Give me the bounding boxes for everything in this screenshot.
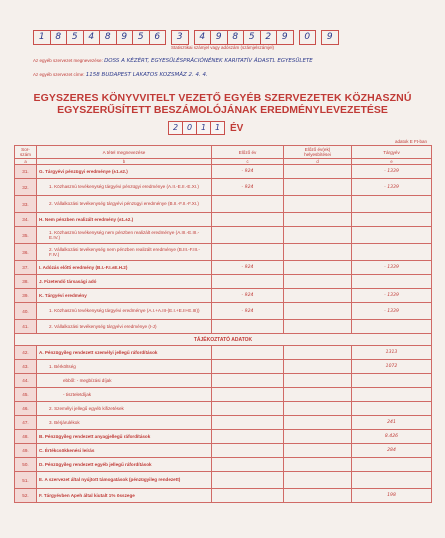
row-description: 2. Vállalkozási tevékenység tárgyévi pénzügyi eredménye (B.II.-F.II.-F.XI.): [37, 196, 212, 213]
row-current-year: 1313: [352, 346, 432, 360]
row-description: G. Tárgyévi pénzügyi eredménye (±1.±2.): [37, 165, 212, 179]
table-row: [15, 444, 432, 458]
row-correction: [284, 289, 352, 303]
row-current-year: [352, 244, 432, 261]
row-current-year: - 1339: [352, 179, 432, 196]
row-number: 31.: [15, 165, 37, 179]
table-row: [15, 489, 432, 503]
row-prev-year: [212, 402, 284, 416]
tax-digit: 4: [194, 30, 212, 45]
row-description: 2. Személyi jellegű egyéb kifizetések: [37, 402, 212, 416]
row-correction: [284, 275, 352, 289]
row-prev-year: [212, 346, 284, 360]
year-suffix: ÉV: [230, 122, 244, 134]
row-prev-year: [212, 374, 284, 388]
tax-digit: 9: [321, 30, 339, 45]
row-description: 1. Közhasznú tevékenység tárgyévi pénzügyi eredménye (A.II.-E.II.-E.XI.): [37, 179, 212, 196]
row-description: 3. Bérjárulékok: [37, 416, 212, 430]
tax-digit: 1: [33, 30, 51, 45]
row-current-year: 284: [352, 444, 432, 458]
table-row: [15, 472, 432, 489]
row-number: 45.: [15, 388, 37, 402]
tax-digit: 8: [227, 30, 245, 45]
table-row: [15, 303, 432, 320]
row-number: 38.: [15, 275, 37, 289]
row-correction: [284, 196, 352, 213]
row-description: 2. Vállalkozási tevékenység nem pénzben realizált eredménye (B.III.-F.III.-F.IV.): [37, 244, 212, 261]
tax-digit: 9: [116, 30, 134, 45]
row-current-year: [352, 196, 432, 213]
row-description: D. Pénzügyileg rendezett egyéb jellegű ráfordítások: [37, 458, 212, 472]
year-boxes: [168, 121, 243, 135]
table-row: [15, 416, 432, 430]
table-row: [15, 261, 432, 275]
row-correction: [284, 179, 352, 196]
row-current-year: 198: [352, 489, 432, 503]
row-description: - tiszteletdíjak: [37, 388, 212, 402]
row-prev-year: [212, 244, 284, 261]
row-description: J. Fizetendő társasági adó: [37, 275, 212, 289]
table-row: [15, 165, 432, 179]
row-correction: [284, 360, 352, 374]
tax-digit: 5: [132, 30, 150, 45]
table-row: [15, 213, 432, 227]
row-current-year: 1072: [352, 360, 432, 374]
row-number: 41.: [15, 320, 37, 334]
row-prev-year: - 924: [212, 165, 284, 179]
income-statement-table: [14, 145, 432, 503]
letter-a: a: [15, 159, 37, 165]
table-row: [15, 458, 432, 472]
row-current-year: [352, 374, 432, 388]
tax-digit: 6: [149, 30, 167, 45]
row-prev-year: [212, 489, 284, 503]
row-current-year: [352, 458, 432, 472]
report-title-line1: EGYSZERES KÖNYVVITELT VEZETŐ EGYÉB SZERVEZETEK KÖZHASZNÚ: [33, 92, 412, 104]
letter-d: d: [284, 159, 352, 165]
row-current-year: [352, 388, 432, 402]
row-correction: [284, 402, 352, 416]
row-prev-year: [212, 213, 284, 227]
org-name-line: [33, 58, 313, 64]
row-correction: [284, 430, 352, 444]
tax-digit: 5: [66, 30, 84, 45]
row-correction: [284, 416, 352, 430]
tax-digit: 2: [260, 30, 278, 45]
row-prev-year: [212, 275, 284, 289]
row-description: 1. Bérköltség: [37, 360, 212, 374]
row-description: E. A szervezet által nyújtott támogatások (pénzügyileg rendezett): [37, 472, 212, 489]
table-row: [15, 275, 432, 289]
row-description: ebből: - megbízási díjak: [37, 374, 212, 388]
row-correction: [284, 320, 352, 334]
year-digit: 0: [182, 121, 197, 135]
row-number: 51.: [15, 472, 37, 489]
header-corr: Előző év(ek) helyesbítései: [284, 146, 352, 159]
row-prev-year: [212, 430, 284, 444]
row-current-year: [352, 320, 432, 334]
row-description: 1. Közhasznú tevékenység nem pénzben realizált eredménye (A.III.-E.III.-E.IV.): [37, 227, 212, 244]
row-number: 34.: [15, 213, 37, 227]
row-current-year: 8.426: [352, 430, 432, 444]
row-current-year: [352, 213, 432, 227]
table-row: [15, 289, 432, 303]
row-current-year: - 1339: [352, 261, 432, 275]
header-desc: A tétel megnevezése: [37, 146, 212, 159]
row-prev-year: - 924: [212, 303, 284, 320]
table-row: [15, 244, 432, 261]
row-description: 1. Közhasznú tevékenység tárgyévi eredménye (A.I.+A.III-(E.I.+E.II+E.III)): [37, 303, 212, 320]
table-row: [15, 388, 432, 402]
org-address-label: Az egyéb szervezet címe:: [33, 72, 85, 77]
year-digit: 1: [196, 121, 211, 135]
row-prev-year: - 924: [212, 179, 284, 196]
header-curr: Tárgyév: [352, 146, 432, 159]
row-prev-year: - 924: [212, 261, 284, 275]
row-number: 42.: [15, 346, 37, 360]
org-address-value: 1158 BUDAPEST LAKATOS KOZSMÁZ 2. 4. 4.: [85, 72, 208, 78]
row-current-year: [352, 472, 432, 489]
row-correction: [284, 165, 352, 179]
row-current-year: - 1339: [352, 165, 432, 179]
table-row: [15, 402, 432, 416]
table-row: [15, 430, 432, 444]
letter-e: e: [352, 159, 432, 165]
table-row: [15, 179, 432, 196]
row-number: 32.: [15, 179, 37, 196]
tax-number-caption: Statisztikai számjel vagy adószám (számjelszámjel): [170, 45, 275, 50]
row-correction: [284, 261, 352, 275]
table-row: [15, 227, 432, 244]
row-prev-year: [212, 360, 284, 374]
org-name-label: Az egyéb szervezet megnevezése:: [33, 58, 103, 63]
row-number: 36.: [15, 244, 37, 261]
row-current-year: 241: [352, 416, 432, 430]
header-num: Sor- szám: [15, 146, 37, 159]
tax-digit: 3: [171, 30, 189, 45]
row-correction: [284, 388, 352, 402]
row-prev-year: [212, 458, 284, 472]
tax-digit: 0: [299, 30, 317, 45]
letter-c: c: [212, 159, 284, 165]
tax-digit: 9: [276, 30, 294, 45]
row-number: 39.: [15, 289, 37, 303]
table-row: [15, 360, 432, 374]
row-number: 50.: [15, 458, 37, 472]
org-address-line: [33, 72, 208, 78]
row-number: 52.: [15, 489, 37, 503]
section-title: TÁJÉKOZTATÓ ADATOK: [15, 334, 432, 346]
row-number: 49.: [15, 444, 37, 458]
row-description: B. Pénzügyileg rendezett anyagjellegű ráfordítások: [37, 430, 212, 444]
tax-digit: 9: [210, 30, 228, 45]
row-current-year: [352, 227, 432, 244]
row-description: A. Pénzügyileg rendezett személyi jellegű ráfordítások: [37, 346, 212, 360]
row-number: 35.: [15, 227, 37, 244]
header-prev: Előző év: [212, 146, 284, 159]
row-description: 2. Vállalkozási tevékenység tárgyévi eredménye (I-J): [37, 320, 212, 334]
row-current-year: - 1339: [352, 303, 432, 320]
row-correction: [284, 489, 352, 503]
row-description: H. Nem pénzben realizált eredmény (±1.±2.): [37, 213, 212, 227]
row-prev-year: [212, 444, 284, 458]
tax-digit: 8: [99, 30, 117, 45]
tax-digit: 5: [243, 30, 261, 45]
row-description: I. Adózás előtti eredmény (B.I.-F.I.±E.H.2): [37, 261, 212, 275]
row-correction: [284, 213, 352, 227]
tax-digit: 4: [83, 30, 101, 45]
org-name-value: DOSS A KÉZÉRT, EGYESÜLÉSPRÁCIÓNÉNEK KARITATÍV ÁDASTL EGYESÜLETE: [104, 58, 313, 64]
row-correction: [284, 374, 352, 388]
tax-digit: 8: [50, 30, 68, 45]
table-row: [15, 196, 432, 213]
row-description: C. Értékcsökkenési leírás: [37, 444, 212, 458]
row-correction: [284, 244, 352, 261]
row-prev-year: [212, 416, 284, 430]
row-current-year: [352, 402, 432, 416]
row-description: F. Tárgyévben Apeh által kiutalt 1% összege: [37, 489, 212, 503]
row-prev-year: - 924: [212, 289, 284, 303]
row-number: 46.: [15, 402, 37, 416]
row-number: 33.: [15, 196, 37, 213]
row-prev-year: [212, 227, 284, 244]
row-correction: [284, 444, 352, 458]
table-row: [15, 374, 432, 388]
row-correction: [284, 458, 352, 472]
row-prev-year: [212, 320, 284, 334]
table-row: [15, 346, 432, 360]
row-number: 48.: [15, 430, 37, 444]
row-correction: [284, 472, 352, 489]
row-prev-year: [212, 388, 284, 402]
row-current-year: [352, 275, 432, 289]
row-correction: [284, 346, 352, 360]
section-row: [15, 334, 432, 346]
row-correction: [284, 303, 352, 320]
row-number: 40.: [15, 303, 37, 320]
row-description: K. Tárgyévi eredmény: [37, 289, 212, 303]
letter-b: b: [37, 159, 212, 165]
row-number: 37.: [15, 261, 37, 275]
row-current-year: - 1339: [352, 289, 432, 303]
row-number: 43.: [15, 360, 37, 374]
report-title-line2: EGYSZERŰSÍTETT BESZÁMOLÓJÁNAK EREDMÉNYLEVEZETÉSE: [57, 104, 388, 116]
row-prev-year: [212, 472, 284, 489]
row-number: 47.: [15, 416, 37, 430]
year-digit: 2: [168, 121, 183, 135]
year-digit: 1: [210, 121, 225, 135]
tax-number-boxes: [33, 30, 338, 45]
row-correction: [284, 227, 352, 244]
row-prev-year: [212, 196, 284, 213]
table-row: [15, 320, 432, 334]
unit-note: adatok E Ft-ban: [394, 139, 427, 144]
row-number: 44.: [15, 374, 37, 388]
